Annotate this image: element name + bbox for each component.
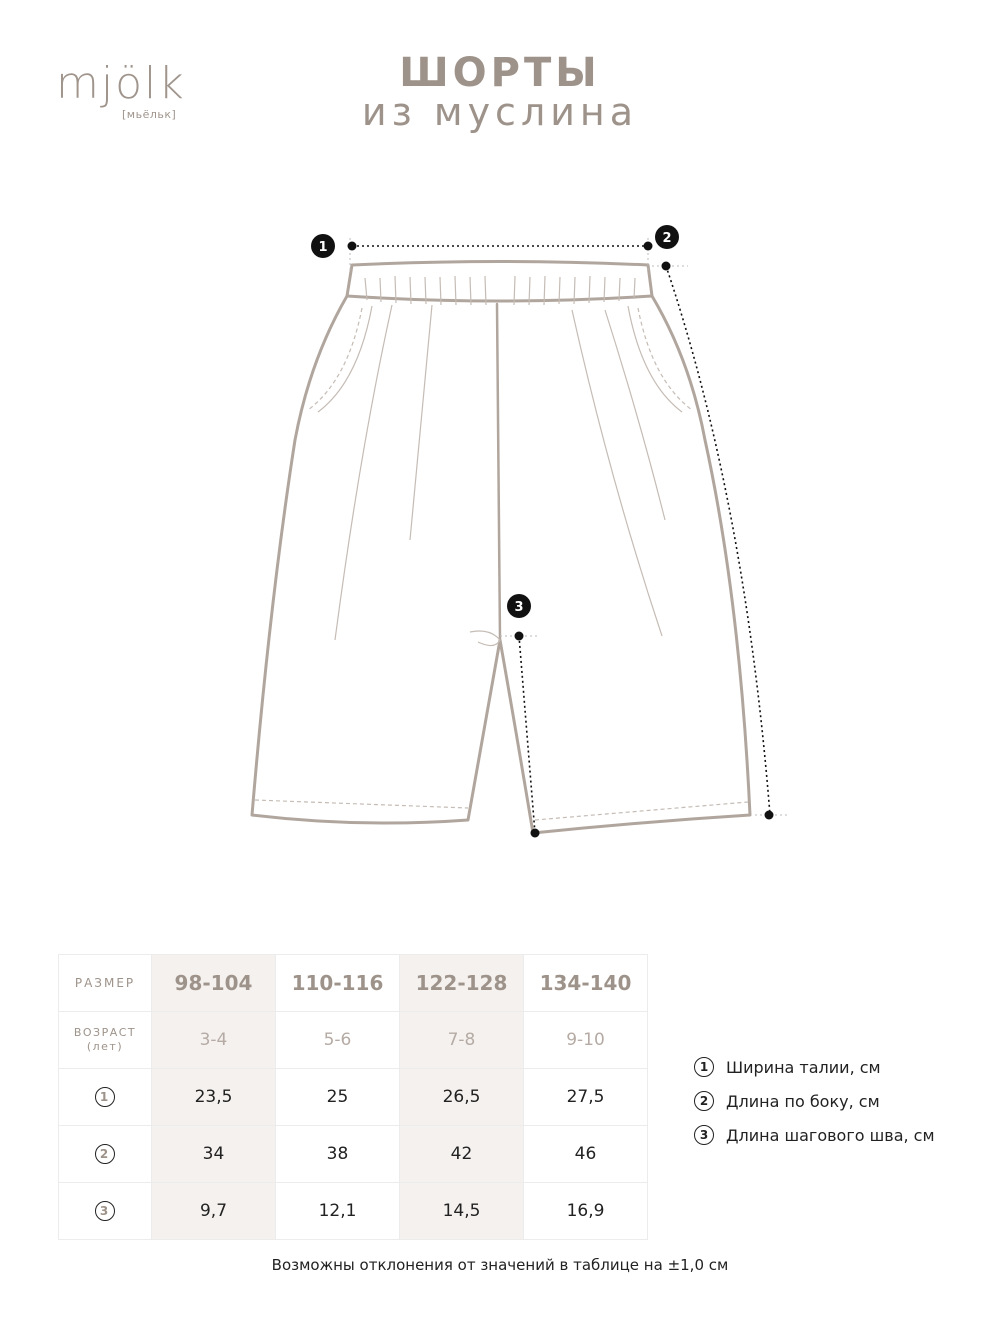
table-row-size xyxy=(59,955,648,1012)
page-title: ШОРТЫ xyxy=(399,50,601,96)
value-cell: 25 xyxy=(276,1069,400,1126)
table-row-inseam xyxy=(59,1183,648,1240)
marker-badge: 2 xyxy=(95,1144,115,1164)
table-row-waist xyxy=(59,1069,648,1126)
value-cell: 38 xyxy=(276,1126,400,1183)
legend-marker: 3 xyxy=(694,1125,714,1145)
value-cell: 42 xyxy=(400,1126,524,1183)
tolerance-note: Возможны отклонения от значений в таблице на ±1,0 см xyxy=(271,1256,729,1274)
row-marker-cell xyxy=(59,1069,152,1126)
guide-lines xyxy=(350,238,790,815)
marker-1 xyxy=(311,234,335,258)
size-header: РАЗМЕР xyxy=(59,955,152,1012)
shorts-outline xyxy=(252,262,750,834)
shorts-details xyxy=(255,276,748,820)
marker-2-label: 2 xyxy=(662,231,672,246)
value-cell: 14,5 xyxy=(400,1183,524,1240)
brand-subtitle: [мьёльк] xyxy=(122,108,177,121)
size-table xyxy=(58,954,648,1240)
legend-item xyxy=(694,1084,935,1118)
age-cell: 9-10 xyxy=(524,1012,648,1069)
size-cell: 98-104 xyxy=(152,955,276,1012)
row-marker-cell xyxy=(59,1183,152,1240)
marker-3-label: 3 xyxy=(514,600,524,615)
legend-label: Ширина талии, см xyxy=(726,1057,881,1077)
value-cell: 26,5 xyxy=(400,1069,524,1126)
table-row-age xyxy=(59,1012,648,1069)
size-cell: 110-116 xyxy=(276,955,400,1012)
legend-marker: 1 xyxy=(694,1057,714,1077)
value-cell: 27,5 xyxy=(524,1069,648,1126)
value-cell: 12,1 xyxy=(276,1183,400,1240)
measure-dots xyxy=(348,242,774,838)
age-cell: 5-6 xyxy=(276,1012,400,1069)
marker-badge: 3 xyxy=(95,1201,115,1221)
age-header xyxy=(59,1012,152,1069)
size-cell: 122-128 xyxy=(400,955,524,1012)
page-subtitle: из муслина xyxy=(361,90,639,134)
marker-3 xyxy=(507,594,531,618)
value-cell: 46 xyxy=(524,1126,648,1183)
row-marker-cell xyxy=(59,1126,152,1183)
legend-label: Длина шагового шва, см xyxy=(726,1125,935,1145)
age-cell: 7-8 xyxy=(400,1012,524,1069)
value-cell: 16,9 xyxy=(524,1183,648,1240)
table-row-side-length xyxy=(59,1126,648,1183)
age-header-unit: (лет) xyxy=(86,1040,124,1053)
legend xyxy=(694,1050,935,1152)
value-cell: 23,5 xyxy=(152,1069,276,1126)
legend-label: Длина по боку, см xyxy=(726,1091,880,1111)
legend-marker: 2 xyxy=(694,1091,714,1111)
marker-2 xyxy=(655,225,679,249)
age-cell: 3-4 xyxy=(152,1012,276,1069)
brand-name: mjölk xyxy=(56,58,186,109)
legend-item xyxy=(694,1050,935,1084)
legend-item xyxy=(694,1118,935,1152)
value-cell: 34 xyxy=(152,1126,276,1183)
marker-1-label: 1 xyxy=(318,240,328,255)
age-header-label: ВОЗРАСТ xyxy=(73,1026,137,1039)
measure-lines xyxy=(352,246,770,833)
marker-badge: 1 xyxy=(95,1087,115,1107)
side-length-measure-line xyxy=(666,266,770,815)
value-cell: 9,7 xyxy=(152,1183,276,1240)
size-cell: 134-140 xyxy=(524,955,648,1012)
